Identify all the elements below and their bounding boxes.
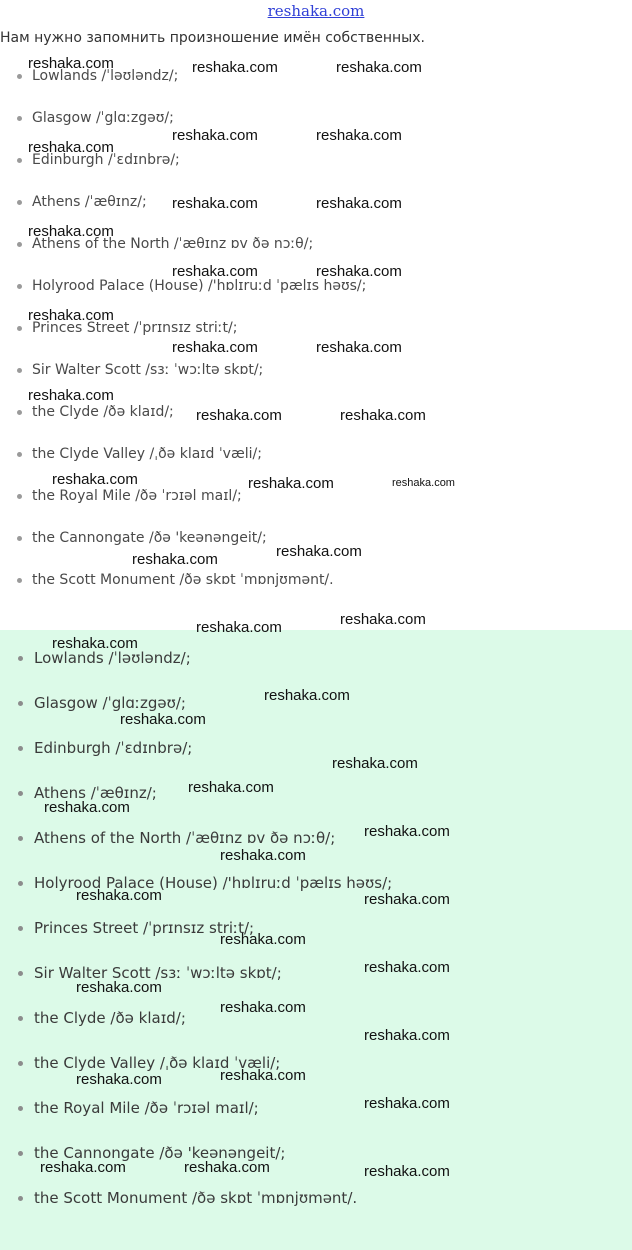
watermark: reshaka.com bbox=[28, 387, 114, 404]
watermark: reshaka.com bbox=[220, 1067, 306, 1084]
list-item: Edinburgh /ˈɛdɪnbrə/; bbox=[0, 737, 192, 759]
watermark: reshaka.com bbox=[76, 979, 162, 996]
intro-text: Нам нужно запомнить произношение имён собственных. bbox=[0, 30, 425, 46]
watermark: reshaka.com bbox=[316, 263, 402, 280]
list-item: Athens of the North /ˈæθɪnz ɒv ðə nɔːθ/; bbox=[0, 827, 335, 849]
watermark: reshaka.com bbox=[44, 799, 130, 816]
bullet-icon bbox=[17, 74, 22, 79]
list-item: Princes Street /ˈprɪnsɪz striːt/; bbox=[0, 917, 254, 939]
bullet-icon bbox=[18, 971, 23, 976]
list-item: Lowlands /ˈləʊləndz/; bbox=[0, 66, 178, 86]
bullet-icon bbox=[17, 116, 22, 121]
watermark: reshaka.com bbox=[264, 687, 350, 704]
watermark: reshaka.com bbox=[316, 339, 402, 356]
list-item: Lowlands /ˈləʊləndz/; bbox=[0, 647, 191, 669]
list-item: Glasgow /ˈglɑːzgəʊ/; bbox=[0, 108, 174, 128]
watermark: reshaka.com bbox=[188, 779, 274, 796]
watermark: reshaka.com bbox=[28, 307, 114, 324]
watermark: reshaka.com bbox=[364, 823, 450, 840]
watermark: reshaka.com bbox=[336, 59, 422, 76]
watermark: reshaka.com bbox=[28, 139, 114, 156]
watermark: reshaka.com bbox=[120, 711, 206, 728]
list-item: the Clyde /ðə klaɪd/; bbox=[0, 402, 174, 422]
bullet-icon bbox=[18, 746, 23, 751]
bullet-icon bbox=[18, 1061, 23, 1066]
bullet-icon bbox=[17, 578, 22, 583]
bullet-icon bbox=[18, 656, 23, 661]
bullet-icon bbox=[17, 326, 22, 331]
watermark: reshaka.com bbox=[172, 127, 258, 144]
list-item: Sir Walter Scott /sɜː ˈwɔːltə skɒt/; bbox=[0, 360, 263, 380]
list-item: Holyrood Palace (House) /'hɒlɪruːd ˈpælɪs həʊs/; bbox=[0, 276, 366, 296]
watermark: reshaka.com bbox=[340, 611, 426, 628]
watermark: reshaka.com bbox=[196, 619, 282, 636]
watermark: reshaka.com bbox=[316, 127, 402, 144]
watermark: reshaka.com bbox=[76, 887, 162, 904]
bullet-icon bbox=[17, 284, 22, 289]
bullet-icon bbox=[18, 836, 23, 841]
watermark: reshaka.com bbox=[192, 59, 278, 76]
list-item: the Cannongate /ðə 'keənəngeit/; bbox=[0, 1142, 285, 1164]
list-item: Holyrood Palace (House) /'hɒlɪruːd ˈpælɪs həʊs/; bbox=[0, 872, 392, 894]
bullet-icon bbox=[17, 158, 22, 163]
list-item: Princes Street /ˈprɪnsɪz striːt/; bbox=[0, 318, 237, 338]
bullet-icon bbox=[18, 701, 23, 706]
list-item: Athens /ˈæθɪnz/; bbox=[0, 192, 147, 212]
site-header bbox=[0, 0, 632, 26]
translation-panel bbox=[0, 630, 632, 1250]
watermark: reshaka.com bbox=[220, 931, 306, 948]
list-item: Athens of the North /ˈæθɪnz ɒv ðə nɔːθ/; bbox=[0, 234, 313, 254]
list-item: Athens /ˈæθɪnz/; bbox=[0, 782, 157, 804]
bullet-icon bbox=[17, 410, 22, 415]
list-item: the Scott Monument /ðə skɒt ˈmɒnjʊmənt/. bbox=[0, 1187, 357, 1209]
watermark: reshaka.com bbox=[364, 959, 450, 976]
watermark: reshaka.com bbox=[332, 755, 418, 772]
watermark: reshaka.com bbox=[52, 635, 138, 652]
bullet-icon bbox=[17, 368, 22, 373]
watermark: reshaka.com bbox=[28, 223, 114, 240]
list-item: the Cannongate /ðə 'keənəngeit/; bbox=[0, 528, 267, 548]
list-item: the Royal Mile /ðə ˈrɔɪəl maɪl/; bbox=[0, 1097, 259, 1119]
watermark: reshaka.com bbox=[172, 339, 258, 356]
bullet-icon bbox=[17, 200, 22, 205]
watermark: reshaka.com bbox=[220, 847, 306, 864]
bullet-icon bbox=[18, 926, 23, 931]
list-item: Sir Walter Scott /sɜː ˈwɔːltə skɒt/; bbox=[0, 962, 282, 984]
bullet-icon bbox=[18, 1016, 23, 1021]
list-item: the Clyde Valley /ˌðə klaɪd ˈvæli/; bbox=[0, 444, 262, 464]
watermark: reshaka.com bbox=[248, 475, 334, 492]
watermark: reshaka.com bbox=[340, 407, 426, 424]
watermark: reshaka.com bbox=[392, 477, 455, 489]
bullet-icon bbox=[17, 242, 22, 247]
list-item: the Clyde /ðə klaɪd/; bbox=[0, 1007, 186, 1029]
bullet-icon bbox=[17, 536, 22, 541]
bullet-icon bbox=[18, 1106, 23, 1111]
watermark: reshaka.com bbox=[28, 55, 114, 72]
list-item: the Scott Monument /ðə skɒt ˈmɒnjʊmənt/. bbox=[0, 570, 334, 590]
list-item: Edinburgh /ˈɛdɪnbrə/; bbox=[0, 150, 180, 170]
watermark: reshaka.com bbox=[364, 891, 450, 908]
watermark: reshaka.com bbox=[52, 471, 138, 488]
list-item: the Royal Mile /ðə ˈrɔɪəl maɪl/; bbox=[0, 486, 242, 506]
watermark: reshaka.com bbox=[184, 1159, 270, 1176]
watermark: reshaka.com bbox=[316, 195, 402, 212]
bullet-icon bbox=[17, 494, 22, 499]
watermark: reshaka.com bbox=[364, 1163, 450, 1180]
bullet-icon bbox=[18, 1196, 23, 1201]
watermark: reshaka.com bbox=[76, 1071, 162, 1088]
watermark: reshaka.com bbox=[40, 1159, 126, 1176]
watermark: reshaka.com bbox=[132, 551, 218, 568]
list-item: the Clyde Valley /ˌðə klaɪd ˈvæli/; bbox=[0, 1052, 280, 1074]
bullet-icon bbox=[18, 1151, 23, 1156]
watermark: reshaka.com bbox=[220, 999, 306, 1016]
site-link[interactable]: reshaka.com bbox=[267, 2, 365, 20]
watermark: reshaka.com bbox=[364, 1027, 450, 1044]
watermark: reshaka.com bbox=[172, 263, 258, 280]
bullet-icon bbox=[18, 791, 23, 796]
watermark: reshaka.com bbox=[276, 543, 362, 560]
bullet-icon bbox=[18, 881, 23, 886]
bullet-icon bbox=[17, 452, 22, 457]
watermark: reshaka.com bbox=[364, 1095, 450, 1112]
watermark: reshaka.com bbox=[196, 407, 282, 424]
watermark: reshaka.com bbox=[172, 195, 258, 212]
list-item: Glasgow /ˈglɑːzgəʊ/; bbox=[0, 692, 186, 714]
